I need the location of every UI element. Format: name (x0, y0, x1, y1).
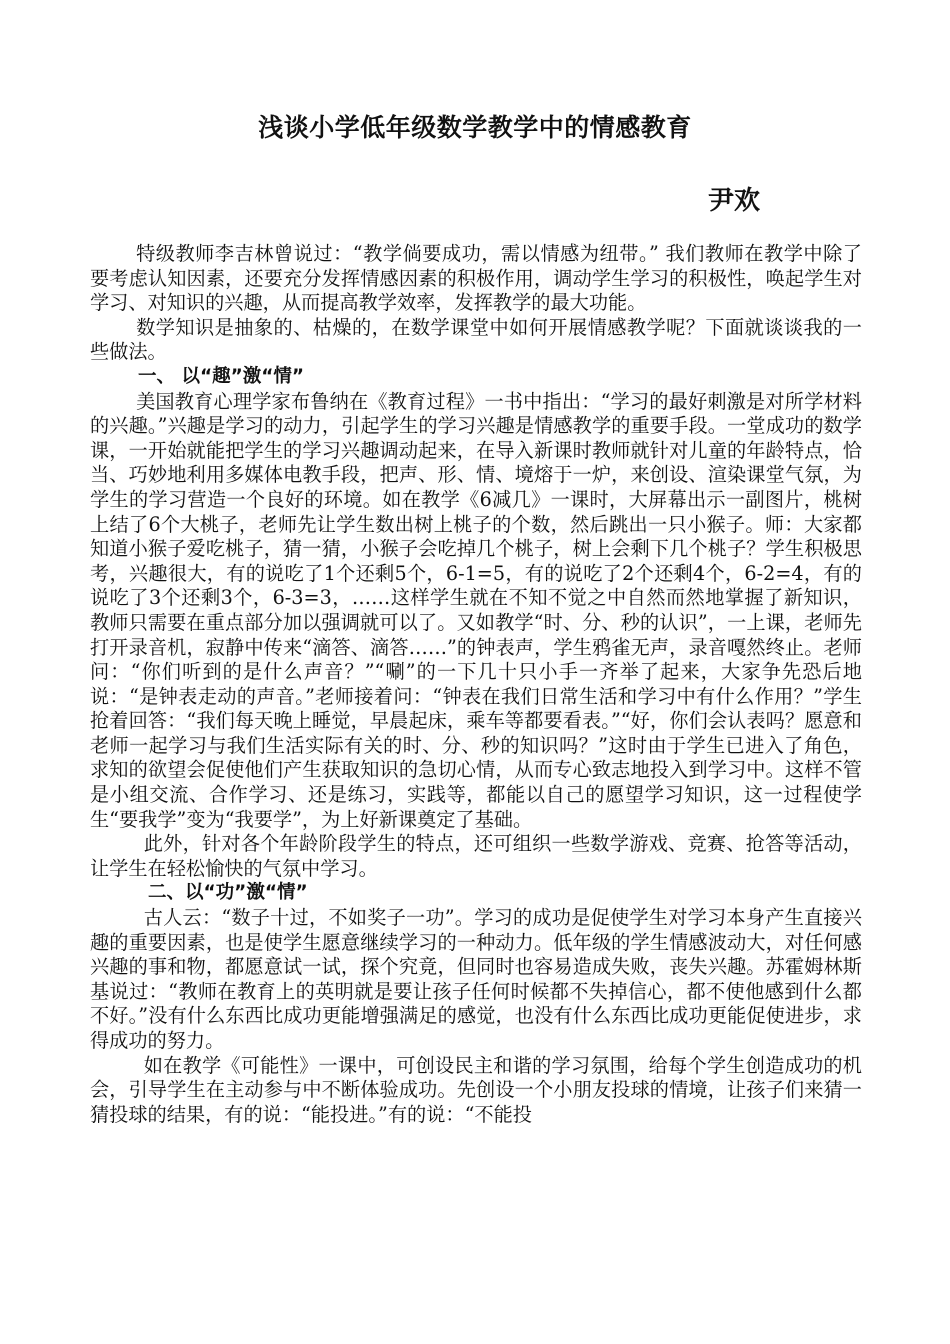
paragraph-example: 如在教学《可能性》一课中，可创设民主和谐的学习氛围，给每个学生创造成功的机会，引导学生在主动参与中不断体验成功。先创设一个小朋友投球的情境，让孩子们来猜一猜投球的结果，有的说：“能投进。”有的说：“不能投 (90, 1053, 862, 1126)
paragraph-intro: 特级教师李吉林曾说过：“教学倘要成功，需以情感为纽带。” 我们教师在教学中除了要考虑认知因素，还要充分发挥情感因素的积极作用，调动学生学习的积极性，唤起学生对学习、对知识的兴趣，从而提高教学效率，发挥教学的最大功能。 (90, 242, 862, 315)
document-title: 浅谈小学低年级数学教学中的情感教育 (258, 113, 692, 142)
section-heading-2: 二、以“功”激“情” (148, 882, 308, 904)
paragraph-interest: 美国教育心理学家布鲁纳在《教育过程》一书中指出：“学习的最好刺激是对所学材料的兴趣。”兴趣是学习的动力，引起学生的学习兴趣是情感教学的重要手段。一堂成功的数学课，一开始就能把学生的学习兴趣调动起来，在导入新课时教师就针对儿童的年龄特点，恰当、巧妙地利用多媒体电教手段，把声、形、情、境熔于一炉，来创设、渲染课堂气氛，为学生的学习营造一个良好的环境。如在教学《6减几》一课时，大屏幕出示一副图片，桃树上结了6个大桃子，老师先让学生数出树上桃子的个数，然后跳出一只小猴子。师：大家都知道小猴子爱吃桃子，猜一猜，小猴子会吃掉几个桃子，树上会剩下几个桃子？学生积极思考，兴趣很大，有的说吃了1个还剩5个，6-1=5，有的说吃了2个还剩4个，6-2=4，有的说吃了3个还剩3个，6-3=3，……这样学生就在不知不觉之中自然而然地掌握了新知识，教师只需要在重点部分加以强调就可以了。又如教学“时、分、秒的认识”，一上课，老师先打开录音机，寂静中传来“滴答、滴答……”的钟表声，学生鸦雀无声，录音嘎然终止。老师问：“你们听到的是什么声音？”“唰”的一下几十只小手一齐举了起来，大家争先恐后地说：“是钟表走动的声音。”老师接着问：“钟表在我们日常生活和学习中有什么作用？”学生抢着回答：“我们每天晚上睡觉，早晨起床，乘车等都要看表。”“好，你们会认表吗？愿意和老师一起学习与我们生活实际有关的时、分、秒的知识吗？”这时由于学生已进入了角色，求知的欲望会促使他们产生获取知识的急切心情，从而专心致志地投入到学习中。这样不管是小组交流、合作学习、还是练习，实践等，都能以自己的愿望学习知识，这一过程使学生“要我学”变为“我要学”，为上好新课奠定了基础。 (90, 389, 862, 831)
paragraph-success: 古人云：“数子十过，不如奖子一功”。学习的成功是促使学生对学习本身产生直接兴趣的重要因素，也是使学生愿意继续学习的一种动力。低年级的学生情感波动大，对任何感兴趣的事和物，都愿意试一试，探个究竟，但同时也容易造成失败，丧失兴趣。苏霍姆林斯基说过：“教师在教育上的英明就是要让孩子任何时候都不失掉信心，都不使他感到什么都不好。”没有什么东西比成功更能增强满足的感觉，也没有什么东西比成功更能促使进步，求得成功的努力。 (90, 906, 862, 1052)
paragraph-question: 数学知识是抽象的、枯燥的，在数学课堂中如何开展情感教学呢？下面就谈谈我的一些做法。 (90, 315, 862, 364)
section-heading-1: 一、 以“趣”激“情” (138, 365, 305, 387)
author-name: 尹欢 (708, 186, 761, 216)
paragraph-games: 此外，针对各个年龄阶段学生的特点，还可组织一些数学游戏、竞赛、抢答等活动，让学生在轻松愉快的气氛中学习。 (90, 832, 862, 880)
document-body (90, 242, 862, 1127)
